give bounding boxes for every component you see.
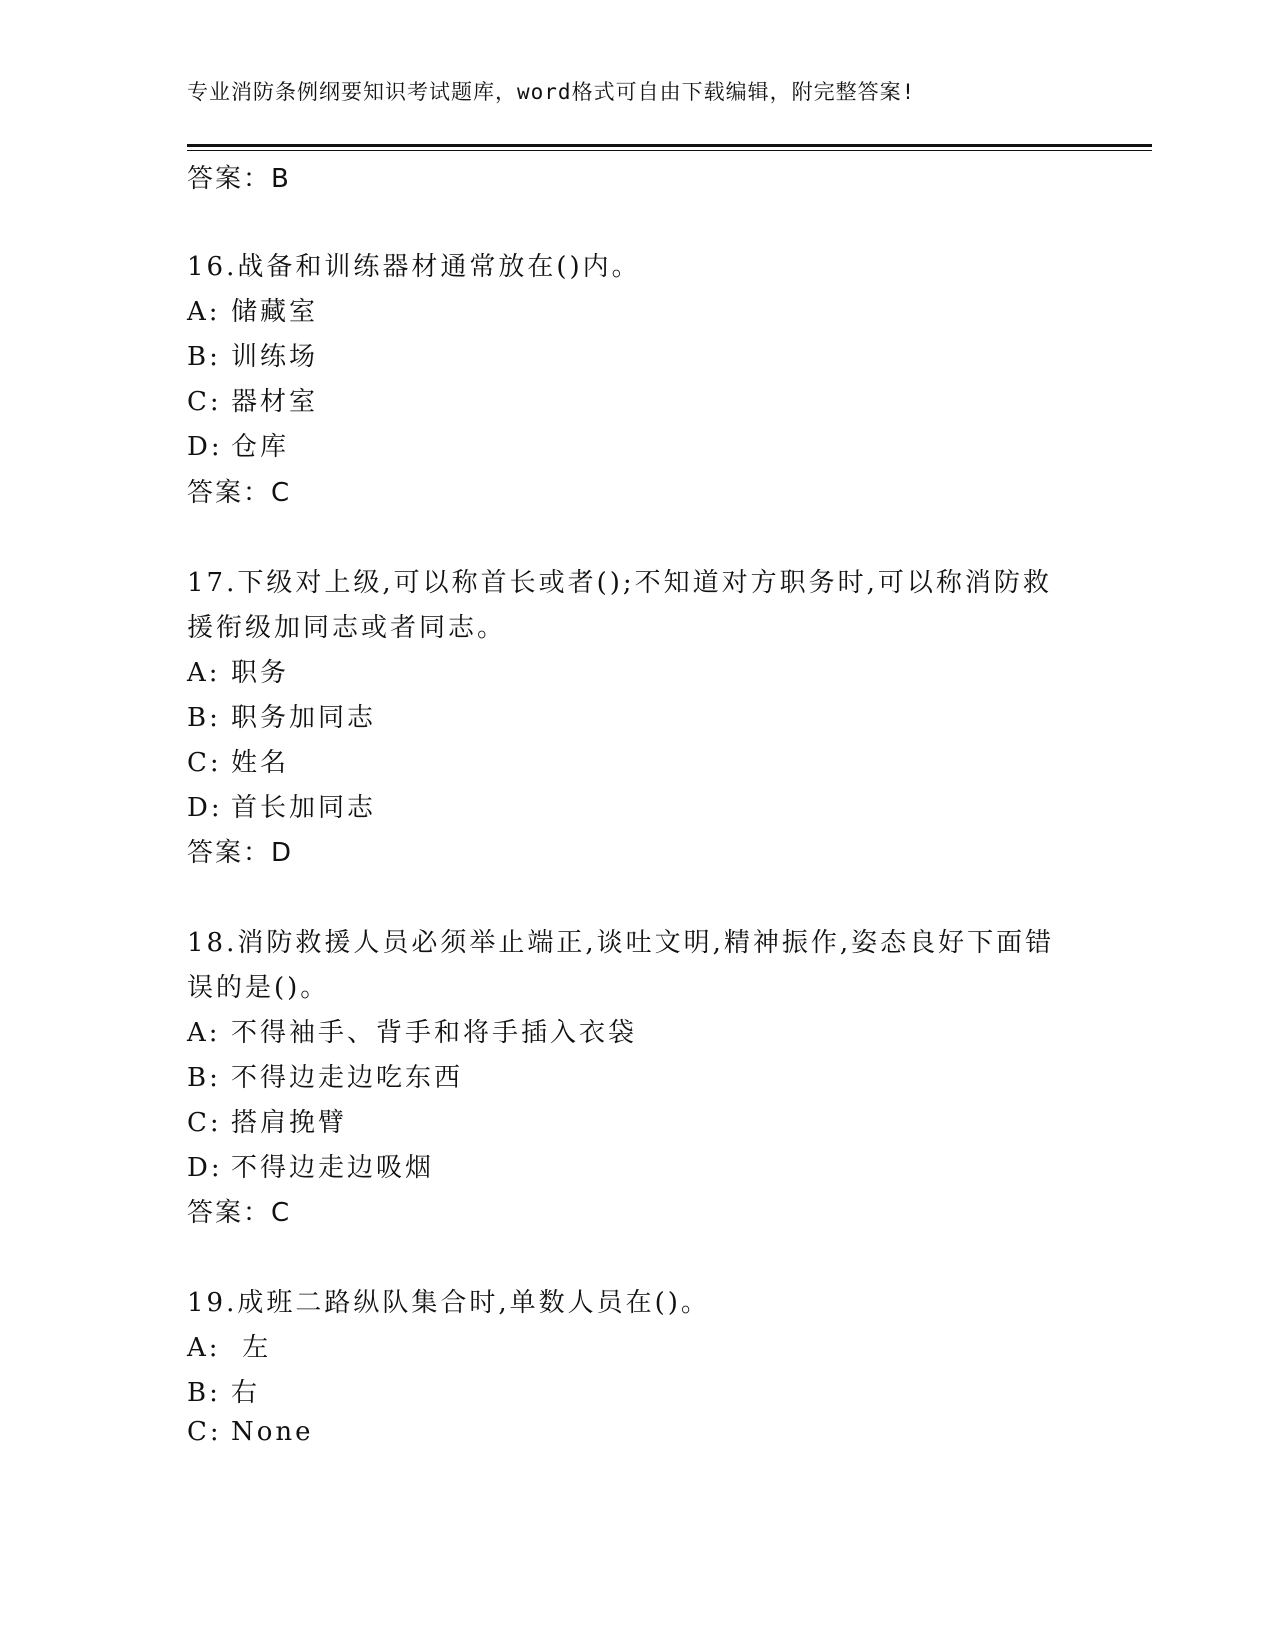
option-text: None [231, 1417, 314, 1447]
option-b [187, 697, 376, 734]
option-letter: C: [187, 387, 222, 417]
answer-line: 答案：C [187, 1198, 292, 1228]
question-stem-continued: 援衔级加同志或者同志。 [187, 613, 507, 643]
option-letter: B: [187, 1063, 221, 1093]
option-text: 姓名 [231, 748, 290, 778]
option-text: 搭肩挽臂 [231, 1108, 348, 1138]
option-a [187, 1327, 271, 1364]
option-letter: D: [187, 793, 223, 823]
option-b [187, 336, 318, 373]
page-header: 专业消防条例纲要知识考试题库，word格式可自由下载编辑，附完整答案! [187, 80, 916, 104]
option-letter: C: [187, 1108, 222, 1138]
option-letter: A: [187, 1333, 221, 1363]
option-text: 不得边走边吃东西 [231, 1063, 464, 1093]
option-a [187, 1012, 637, 1049]
option-letter: D: [187, 432, 223, 462]
option-d [187, 787, 376, 824]
option-a [187, 291, 318, 328]
header-rule-thin [187, 150, 1152, 151]
option-text: 右 [231, 1378, 261, 1408]
option-letter: C: [187, 748, 222, 778]
option-text: 器材室 [231, 387, 319, 417]
option-a [187, 652, 289, 689]
header-rule-thick [187, 144, 1152, 147]
option-b [187, 1057, 463, 1094]
option-c [187, 1102, 347, 1139]
option-text: 职务加同志 [231, 703, 377, 733]
option-b [187, 1372, 260, 1409]
question-stem: 18.消防救援人员必须举止端正,谈吐文明,精神振作,姿态良好下面错 [187, 928, 1055, 958]
option-d [187, 1147, 434, 1184]
option-text: 左 [231, 1333, 272, 1363]
option-text: 职务 [231, 658, 290, 688]
answer-line: 答案：C [187, 478, 292, 508]
option-d [187, 426, 289, 463]
option-text: 不得边走边吸烟 [231, 1153, 435, 1183]
option-c [187, 1417, 314, 1447]
option-text: 储藏室 [231, 297, 319, 327]
option-letter: A: [187, 1018, 221, 1048]
question-stem: 19.成班二路纵队集合时,单数人员在()。 [187, 1288, 710, 1318]
question-stem-continued: 误的是()。 [187, 973, 330, 1003]
question-stem: 17.下级对上级,可以称首长或者();不知道对方职务时,可以称消防救 [187, 568, 1052, 598]
option-text: 仓库 [231, 432, 290, 462]
option-letter: C: [187, 1417, 222, 1447]
option-c [187, 381, 318, 418]
question-stem: 16.战备和训练器材通常放在()内。 [187, 252, 641, 282]
answer-line: 答案：D [187, 838, 294, 868]
option-letter: D: [187, 1153, 223, 1183]
option-text: 首长加同志 [231, 793, 377, 823]
option-letter: B: [187, 342, 221, 372]
option-text: 训练场 [231, 342, 319, 372]
option-letter: B: [187, 703, 221, 733]
option-letter: A: [187, 658, 221, 688]
option-text: 不得袖手、背手和将手插入衣袋 [231, 1018, 638, 1048]
option-letter: A: [187, 297, 221, 327]
option-letter: B: [187, 1378, 221, 1408]
answer-line: 答案：B [187, 164, 291, 194]
option-c [187, 742, 289, 779]
